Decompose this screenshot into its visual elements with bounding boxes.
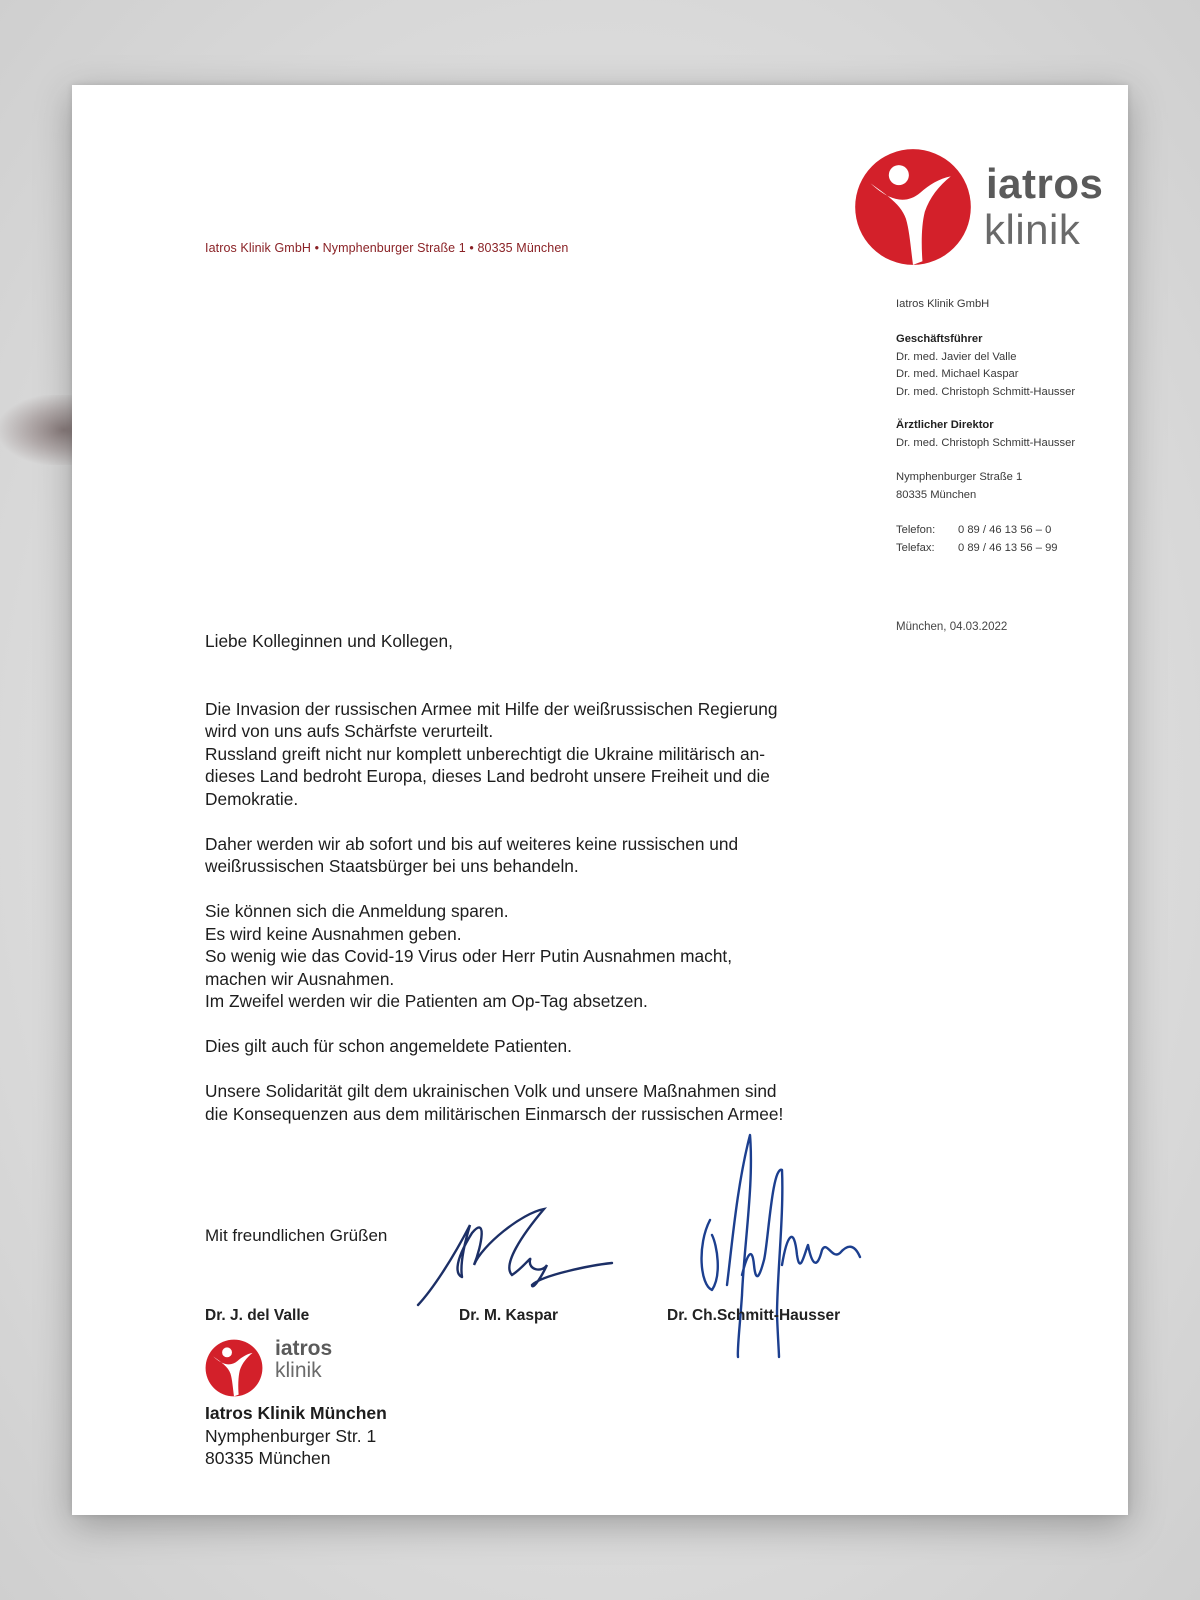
director-heading: Ärztlicher Direktor <box>896 419 994 431</box>
letter-page <box>72 85 1128 1515</box>
closing-phrase: Mit freundlichen Grüßen <box>205 1226 388 1245</box>
logo-word-klinik: klinik <box>275 1359 322 1382</box>
paragraph-line: Es wird keine Ausnahmen geben. <box>205 923 462 944</box>
fax-label: Telefax: <box>896 541 935 554</box>
phone-number: 0 89 / 46 13 56 – 0 <box>958 524 1052 536</box>
signer-name: Dr. M. Kaspar <box>459 1307 559 1324</box>
manager-name: Dr. med. Javier del Valle <box>896 350 1017 363</box>
paragraph-line: machen wir Ausnahmen. <box>205 968 395 989</box>
sidebar-street: Nymphenburger Straße 1 <box>896 471 1023 483</box>
signer-name: Dr. J. del Valle <box>205 1307 310 1324</box>
return-address: Iatros Klinik GmbH • Nymphenburger Straße 1 • 80335 München <box>205 241 569 255</box>
footer-city: 80335 München <box>205 1448 331 1468</box>
paragraph-line: Im Zweifel werden wir die Patienten am Op-Tag absetzen. <box>205 991 648 1011</box>
header-logo <box>854 148 1114 268</box>
paragraph-line: Dies gilt auch für schon angemeldete Patienten. <box>205 1036 572 1056</box>
signer-name: Dr. Ch.Schmitt-Hausser <box>667 1307 841 1324</box>
paragraph-line: weißrussischen Staatsbürger bei uns behandeln. <box>205 856 579 876</box>
footer-street: Nymphenburger Str. 1 <box>205 1425 377 1446</box>
paragraph-line: Demokratie. <box>205 788 299 809</box>
letter-date: München, 04.03.2022 <box>896 621 1008 633</box>
sidebar-company: Iatros Klinik GmbH <box>896 298 990 310</box>
phone-row <box>896 522 1058 540</box>
letter-body <box>205 630 905 1125</box>
background-smudge <box>0 395 80 465</box>
sidebar-contact <box>896 522 1058 557</box>
sidebar-management <box>896 331 1075 401</box>
paragraph-line: wird von uns aufs Schärfste verurteilt. <box>205 721 494 741</box>
fax-number: 0 89 / 46 13 56 – 99 <box>958 541 1058 554</box>
paragraph-line: Die Invasion der russischen Armee mit Hilfe der weißrussischen Regierung <box>205 698 778 719</box>
director-name: Dr. med. Christoph Schmitt-Hausser <box>896 436 1076 449</box>
management-heading: Geschäftsführer <box>896 333 983 345</box>
paragraph-line: die Konsequenzen aus dem militärischen Einmarsch der russischen Armee! <box>205 1103 784 1124</box>
salutation: Liebe Kolleginnen und Kollegen, <box>205 631 453 651</box>
paragraph-line: Sie können sich die Anmeldung sparen. <box>205 901 509 921</box>
manager-name: Dr. med. Michael Kaspar <box>896 368 1019 380</box>
footer-address <box>205 1402 387 1470</box>
signature-kaspar <box>412 1205 622 1315</box>
logo-word-iatros: iatros <box>986 160 1104 207</box>
paragraph-line: Daher werden wir ab sofort und bis auf weiteres keine russischen und <box>205 833 739 854</box>
signature-schmitt-hausser <box>682 1125 882 1365</box>
sidebar-city: 80335 München <box>896 488 977 501</box>
footer-name: Iatros Klinik München <box>205 1403 387 1423</box>
paragraph-line: Unsere Solidarität gilt dem ukrainischen Volk und unsere Maßnahmen sind <box>205 1081 777 1101</box>
iatros-figure-icon <box>205 1339 263 1397</box>
sidebar-address <box>896 469 1022 504</box>
paragraph-line: So wenig wie das Covid-19 Virus oder Herr Putin Ausnahmen macht, <box>205 946 733 966</box>
fax-row <box>896 540 1058 558</box>
manager-name: Dr. med. Christoph Schmitt-Hausser <box>896 385 1076 398</box>
phone-label: Telefon: <box>896 524 936 536</box>
sidebar-director <box>896 417 1075 452</box>
paragraph-line: dieses Land bedroht Europa, dieses Land bedroht unsere Freiheit und die <box>205 766 770 786</box>
footer-logo <box>205 1339 355 1399</box>
paragraph-line: Russland greift nicht nur komplett unberechtigt die Ukraine militärisch an- <box>205 743 765 764</box>
iatros-figure-icon <box>854 148 972 266</box>
logo-word-iatros: iatros <box>275 1337 333 1360</box>
logo-word-klinik: klinik <box>984 206 1081 253</box>
